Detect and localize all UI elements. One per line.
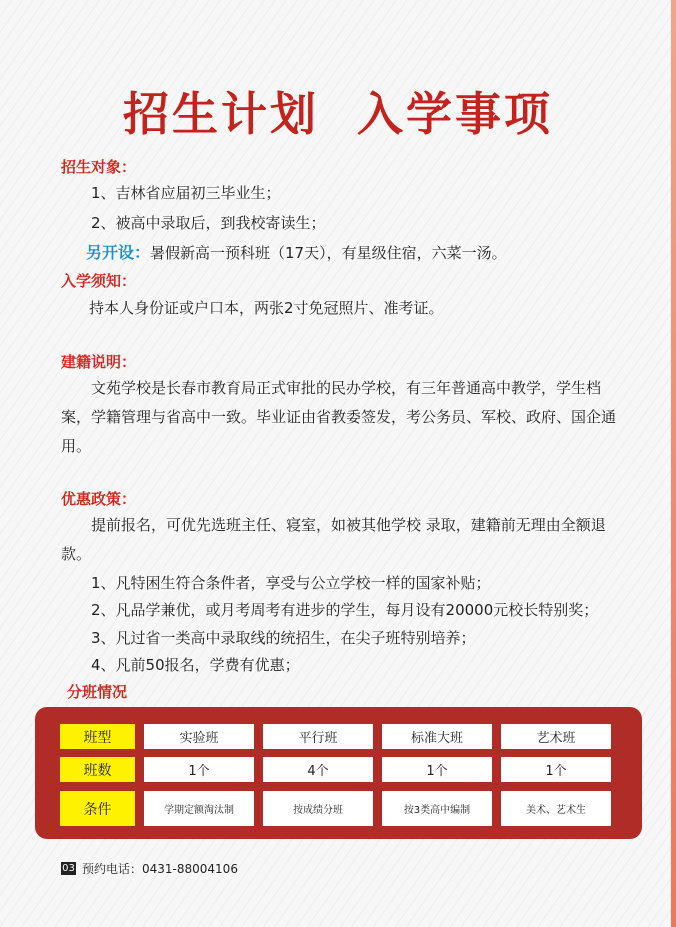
class-condition-cell: 学期定额淘汰制 [144,791,254,826]
class-type-cell: 平行班 [263,724,373,749]
class-type-cell: 标准大班 [382,724,492,749]
class-type-cell: 艺术班 [501,724,611,749]
class-count-cell: 1个 [144,757,254,782]
admission-notice-heading: 入学须知： [61,272,137,290]
class-table [35,707,642,839]
class-count-cell: 4个 [263,757,373,782]
class-count-cell: 1个 [382,757,492,782]
policy-item-3: 3、凡过省一类高中录取线的统招生，在尖子班特别培养； [91,629,476,647]
row-header-count: 班数 [60,757,135,782]
extra-course-text: 暑假新高一预科班（17天），有星级住宿，六菜一汤。 [150,244,507,262]
policy-item-4: 4、凡前50报名，学费有优惠； [91,656,300,674]
enrollment-item-2: 2、被高中录取后，到我校寄读生； [91,214,326,232]
class-condition-cell: 美术、艺术生 [501,791,611,826]
admission-notice-text: 持本人身份证或户口本，两张2寸免冠照片、准考证。 [89,299,444,317]
class-type-cell: 实验班 [144,724,254,749]
page-title: 招生计划 入学事项 [122,87,554,141]
extra-course-label: 另开设： [86,243,151,262]
policy-item-1: 1、凡特困生符合条件者，享受与公立学校一样的国家补贴； [91,574,491,592]
class-count-cell: 1个 [501,757,611,782]
page-number-badge: 03 [62,863,75,874]
class-condition-cell: 按3类高中编制 [382,791,492,826]
row-header-condition: 条件 [60,791,135,826]
row-header-type: 班型 [60,724,135,749]
booking-phone: 预约电话：0431-88004106 [82,862,238,876]
class-condition-cell: 按成绩分班 [263,791,373,826]
policy-heading: 优惠政策： [61,490,137,508]
registration-text: 文苑学校是长春市教育局正式审批的民办学校，有三年普通高中教学，学生档案，学籍管理与省高中一致。毕业证由省教委签发，考公务员、军校、政府、国企通用。 [61,379,617,455]
policy-intro: 提前报名，可优先选班主任、寝室，如被其他学校 录取，建籍前无理由全额退款。 [61,516,606,563]
enrollment-item-1: 1、吉林省应届初三毕业生； [91,184,281,202]
registration-heading: 建籍说明： [61,353,137,371]
class-info-heading: 分班情况 [67,683,128,701]
enrollment-target-heading: 招生对象： [61,158,137,176]
policy-item-2: 2、凡品学兼优，或月考周考有进步的学生，每月设有20000元校长特别奖； [91,601,599,619]
extra-course-line [86,240,507,263]
